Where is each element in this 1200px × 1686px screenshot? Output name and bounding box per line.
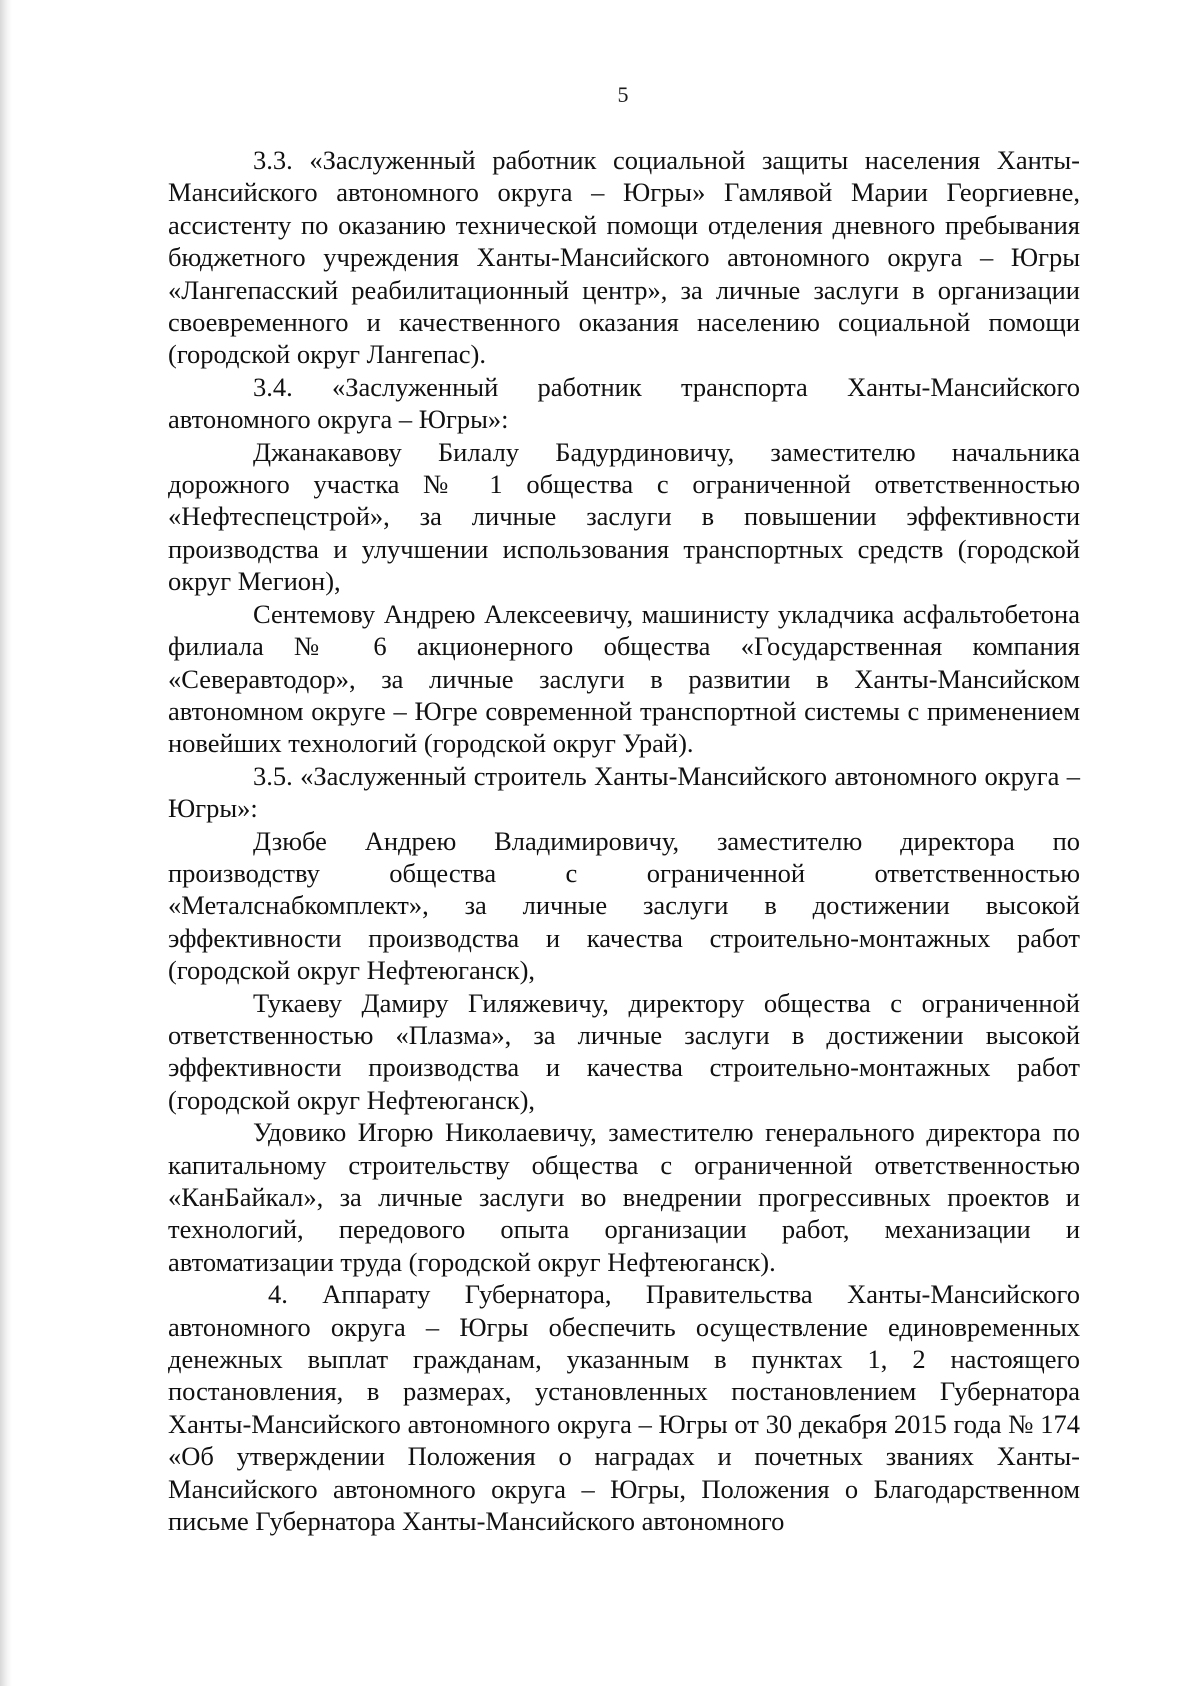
paragraph-3-3: 3.3. «Заслуженный работник социальной защиты населения Ханты-Мансийского автономного округа – Югры» Гамлявой Марии Георгиевне, ассистенту по оказанию технической помощи отделения дневного пребывания бюджетного учреждения Ханты-Мансийского автономного округа – Югры «Лангепасский реабилитационный центр», за личные заслуги в организации своевременного и качественного оказания населению социальной помощи (городской округ Лангепас).: [168, 145, 1080, 370]
document-body: [168, 144, 1080, 1537]
paragraph-4: 4. Аппарату Губернатора, Правительства Ханты-Мансийского автономного округа – Югры обеспечить осуществление единовременных денежных выплат гражданам, указанным в пунктах 1, 2 настоящего постановления, в размерах, установленных постановлением Губернатора Ханты-Мансийского автономного округа – Югры от 30 декабря 2015 года № 174 «Об утверждении Положения о наградах и почетных званиях Ханты-Мансийского автономного округа – Югры, Положения о Благодарственном письме Губернатора Ханты-Мансийского автономного: [168, 1279, 1080, 1537]
paragraph-3-4: 3.4. «Заслуженный работник транспорта Ханты-Мансийского автономного округа – Югры»:: [168, 371, 1080, 435]
paragraph-sentemov: Сентемову Андрею Алексеевичу, машинисту укладчика асфальтобетона филиала № 6 акционерного общества «Государственная компания «Северавтодор», за личные заслуги в развитии в Ханты-Мансийском автономном округе – Югре современной транспортной системы с применением новейших технологий (городской округ Урай).: [168, 598, 1080, 759]
paragraph-udoviko: Удовико Игорю Николаевичу, заместителю генерального директора по капитальному строительству общества с ограниченной ответственностью «КанБайкал», за личные заслуги во внедрении прогрессивных проектов и технологий, передового опыта организации работ, механизации и автоматизации труда (городской округ Нефтеюганск).: [168, 1117, 1080, 1277]
paragraph-3-5: 3.5. «Заслуженный строитель Ханты-Мансийского автономного округа – Югры»:: [168, 760, 1080, 824]
page-number: 5: [617, 82, 629, 107]
paragraph-tukaev: Тукаеву Дамиру Гиляжевичу, директору общества с ограниченной ответственностью «Плазма», за личные заслуги в достижении высокой эффективности производства и качества строительно-монтажных работ (городской округ Нефтеюганск),: [168, 987, 1080, 1115]
paragraph-dzyuba: Дзюбе Андрею Владимировичу, заместителю директора по производству общества с ограниченной ответственностью «Металснабкомплект», за личные заслуги в достижении высокой эффективности производства и качества строительно-монтажных работ (городской округ Нефтеюганск),: [168, 825, 1080, 986]
scan-edge: [0, 0, 12, 1686]
paragraph-dzhanakavov: Джанакавову Билалу Бадурдиновичу, заместителю начальника дорожного участка № 1 общества с ограниченной ответственностью «Нефтеспецстрой», за личные заслуги в повышении эффективности производства и улучшении использования транспортных средств (городской округ Мегион),: [168, 436, 1080, 597]
